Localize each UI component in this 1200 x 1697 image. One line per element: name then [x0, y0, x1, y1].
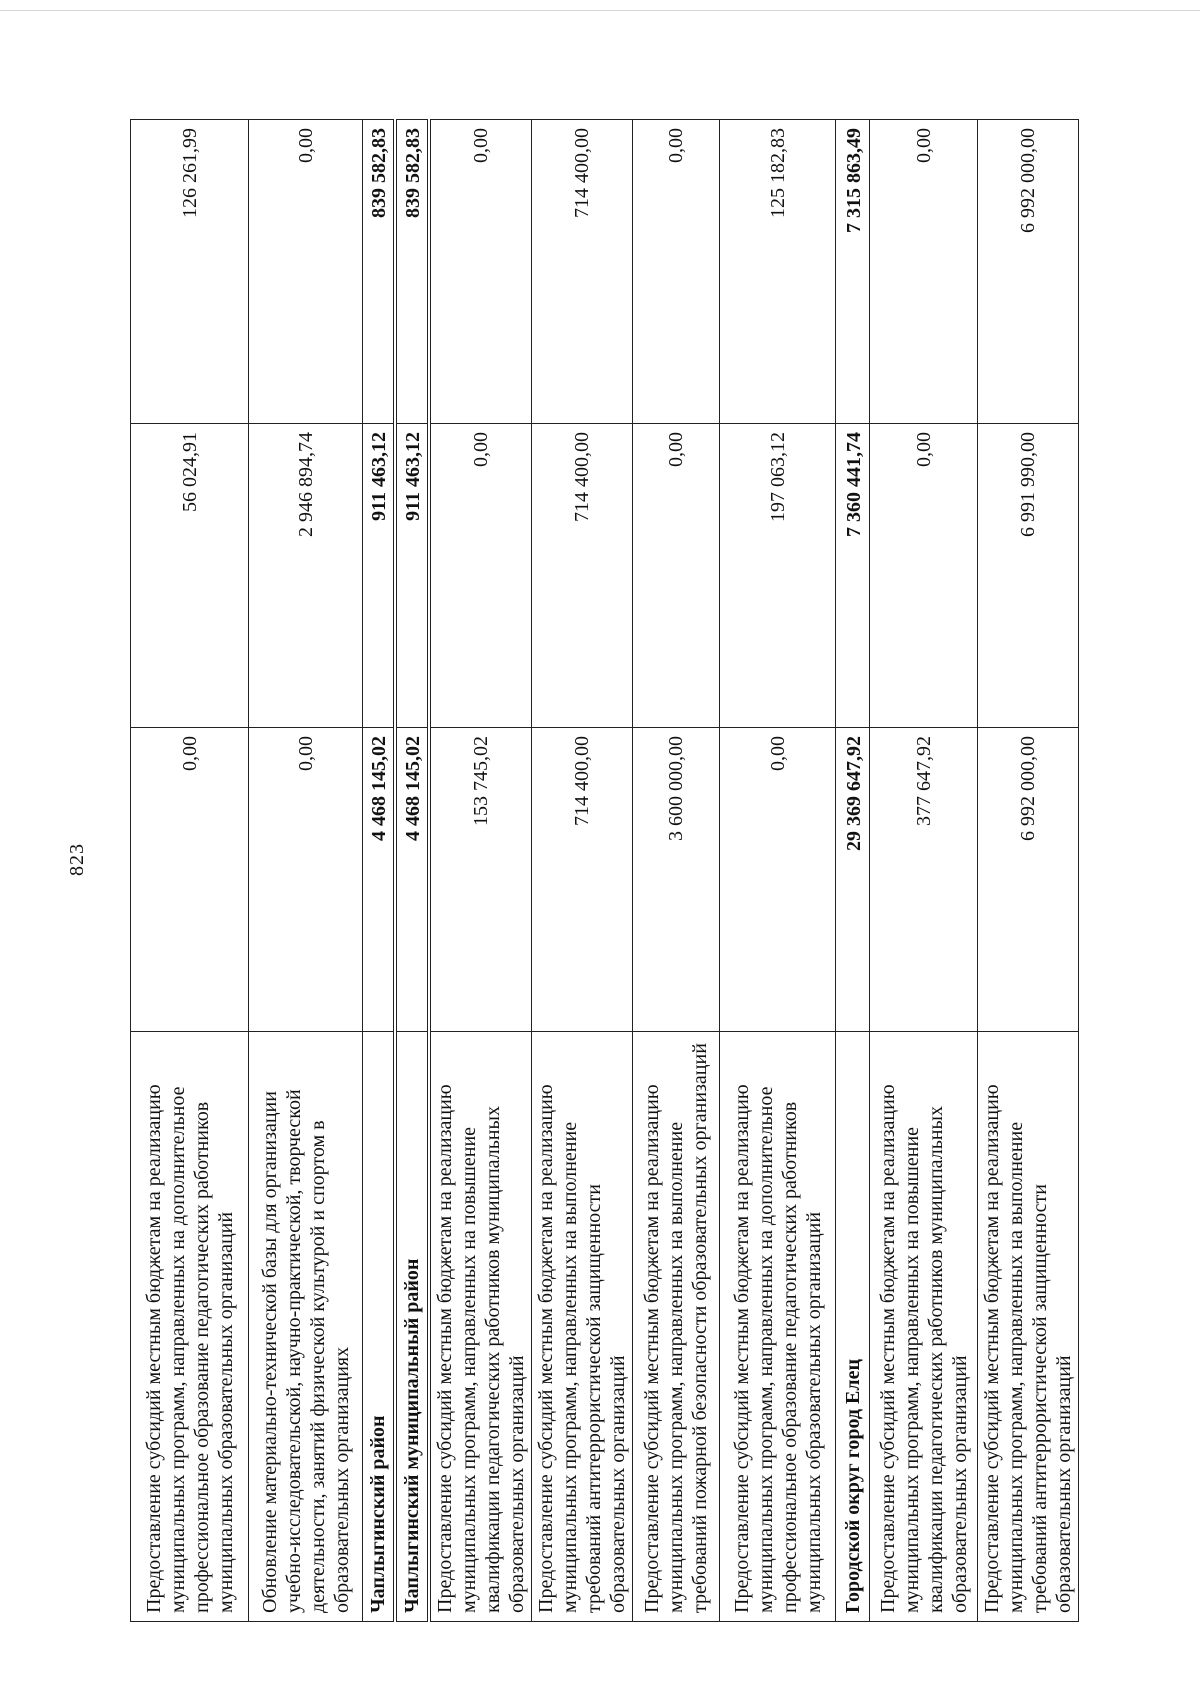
table-row: [131, 120, 249, 1622]
row-value-2: 7 360 441,74: [836, 424, 870, 728]
row-value-2: 56 024,91: [131, 424, 249, 728]
table-row: [836, 120, 870, 1622]
row-description: Городской округ город Елец: [836, 1032, 870, 1622]
row-description: Предоставление субсидий местным бюджетам на реализацию муниципальных программ, направленных на повышение квалификации педагогических работников муниципальных образовательных организаций: [870, 1032, 978, 1622]
scan-edge-line: [0, 10, 1200, 11]
row-value-2: 0,00: [870, 424, 978, 728]
row-value-3: 0,00: [429, 120, 532, 424]
row-value-1: 0,00: [131, 728, 249, 1032]
row-value-2: 0,00: [633, 424, 720, 728]
row-value-3: 125 182,83: [720, 120, 836, 424]
row-description: Предоставление субсидий местным бюджетам на реализацию муниципальных программ, направленных на выполнение требований антитеррористической защищенности образовательных организаций: [978, 1032, 1079, 1622]
row-value-2: 714 400,00: [532, 424, 633, 728]
row-value-2: 6 991 990,00: [978, 424, 1079, 728]
row-value-3: 6 992 000,00: [978, 120, 1079, 424]
row-description: Чаплыгинский муниципальный район: [395, 1032, 429, 1622]
row-description: Обновление материально-технической базы для организации учебно-исследовательской, научно-практической, творческой деятельности, занятий физической культурой и спортом в образовательных организациях: [249, 1032, 363, 1622]
table-row: [978, 120, 1079, 1622]
row-value-1: 153 745,02: [429, 728, 532, 1032]
rotated-table-container: [130, 120, 1075, 1622]
row-value-3: 7 315 863,49: [836, 120, 870, 424]
row-value-3: 0,00: [870, 120, 978, 424]
row-value-1: 4 468 145,02: [395, 728, 429, 1032]
row-description: Предоставление субсидий местным бюджетам на реализацию муниципальных программ, направленных на дополнительное профессиональное образование педагогических работников муниципальных образовательных организаций: [720, 1032, 836, 1622]
row-description: Чаплыгинский район: [363, 1032, 396, 1622]
row-value-3: 839 582,83: [363, 120, 396, 424]
table-row: [395, 120, 429, 1622]
row-value-1: 3 600 000,00: [633, 728, 720, 1032]
table-row: [870, 120, 978, 1622]
row-value-3: 714 400,00: [532, 120, 633, 424]
row-value-3: 0,00: [249, 120, 363, 424]
table-row: [363, 120, 396, 1622]
table-row: [532, 120, 633, 1622]
row-description: Предоставление субсидий местным бюджетам на реализацию муниципальных программ, направленных на дополнительное профессиональное образование педагогических работников муниципальных образовательных организаций: [131, 1032, 249, 1622]
row-value-1: 377 647,92: [870, 728, 978, 1032]
row-value-2: 2 946 894,74: [249, 424, 363, 728]
row-description: Предоставление субсидий местным бюджетам на реализацию муниципальных программ, направленных на выполнение требований антитеррористической защищенности образовательных организаций: [532, 1032, 633, 1622]
row-value-1: 4 468 145,02: [363, 728, 396, 1032]
table-row: [249, 120, 363, 1622]
row-description: Предоставление субсидий местным бюджетам на реализацию муниципальных программ, направленных на выполнение требований пожарной безопасности образовательных организаций: [633, 1032, 720, 1622]
row-value-1: 714 400,00: [532, 728, 633, 1032]
row-value-1: 6 992 000,00: [978, 728, 1079, 1032]
row-value-1: 0,00: [249, 728, 363, 1032]
row-value-3: 126 261,99: [131, 120, 249, 424]
row-value-1: 29 369 647,92: [836, 728, 870, 1032]
row-value-3: 839 582,83: [395, 120, 429, 424]
table-row: [429, 120, 532, 1622]
row-value-2: 197 063,12: [720, 424, 836, 728]
budget-table: [130, 119, 1079, 1622]
row-description: Предоставление субсидий местным бюджетам на реализацию муниципальных программ, направленных на повышение квалификации педагогических работников муниципальных образовательных организаций: [429, 1032, 532, 1622]
row-value-3: 0,00: [633, 120, 720, 424]
row-value-2: 0,00: [429, 424, 532, 728]
table-row: [633, 120, 720, 1622]
row-value-1: 0,00: [720, 728, 836, 1032]
row-value-2: 911 463,12: [395, 424, 429, 728]
table-row: [720, 120, 836, 1622]
row-value-2: 911 463,12: [363, 424, 396, 728]
page-number: 823: [66, 843, 88, 876]
